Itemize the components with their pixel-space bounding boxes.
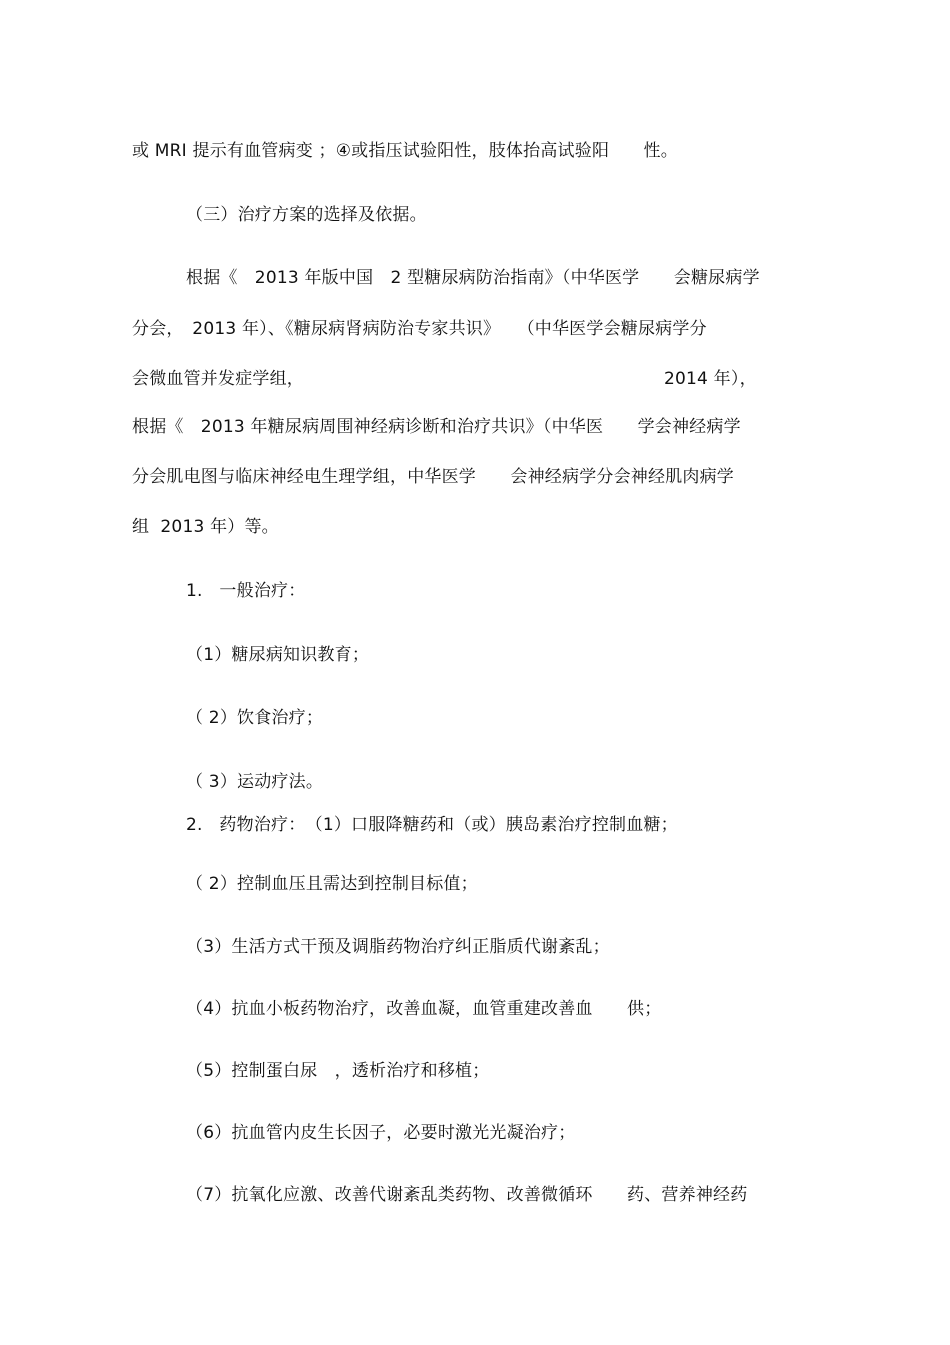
text-line-5: 会微血管并发症学组，: [132, 369, 304, 389]
list-item: （5）控制蛋白尿 ，透析治疗和移植；: [186, 1061, 490, 1081]
text-line-3: 根据《 2013 年版中国 2 型糖尿病防治指南》（中华医学 会糖尿病学: [186, 268, 760, 288]
list-item: （7）抗氧化应激、改善代谢紊乱类药物、改善微循环 药、营养神经药: [186, 1185, 748, 1205]
text-line-6: 根据《 2013 年糖尿病周围神经病诊断和治疗共识》（中华医 学会神经病学: [132, 417, 741, 437]
list-item: （ 3）运动疗法。: [186, 772, 324, 792]
text-line-1: 或 MRI 提示有血管病变 ；④或指压试验阳性，肢体抬高试验阳 性。: [132, 141, 678, 161]
list-item: （6）抗血管内皮生长因子，必要时激光光凝治疗；: [186, 1123, 576, 1143]
list-item: （ 2）饮食治疗；: [186, 708, 324, 728]
text-line-4: 分会， 2013 年）、《糖尿病肾病防治专家共识》 （中华医学会糖尿病学分: [132, 319, 707, 339]
list-item: （3）生活方式干预及调脂药物治疗纠正脂质代谢紊乱；: [186, 937, 610, 957]
text-line-8: 组 2013 年）等。: [132, 517, 279, 537]
list-item: （ 2）控制血压且需达到控制目标值；: [186, 874, 478, 894]
list-heading-general-treatment: 1. 一般治疗：: [186, 581, 306, 601]
text-line-7: 分会肌电图与临床神经电生理学组，中华医学 会神经病学分会神经肌肉病学: [132, 467, 734, 487]
list-heading-drug-treatment: 2. 药物治疗： （1）口服降糖药和（或）胰岛素治疗控制血糖；: [186, 815, 678, 835]
list-item: （1）糖尿病知识教育；: [186, 645, 370, 665]
section-heading: （三）治疗方案的选择及依据。: [186, 205, 427, 225]
text-line-5b: 2014 年），: [664, 369, 757, 389]
list-item: （4）抗血小板药物治疗，改善血凝，血管重建改善血 供；: [186, 999, 662, 1019]
